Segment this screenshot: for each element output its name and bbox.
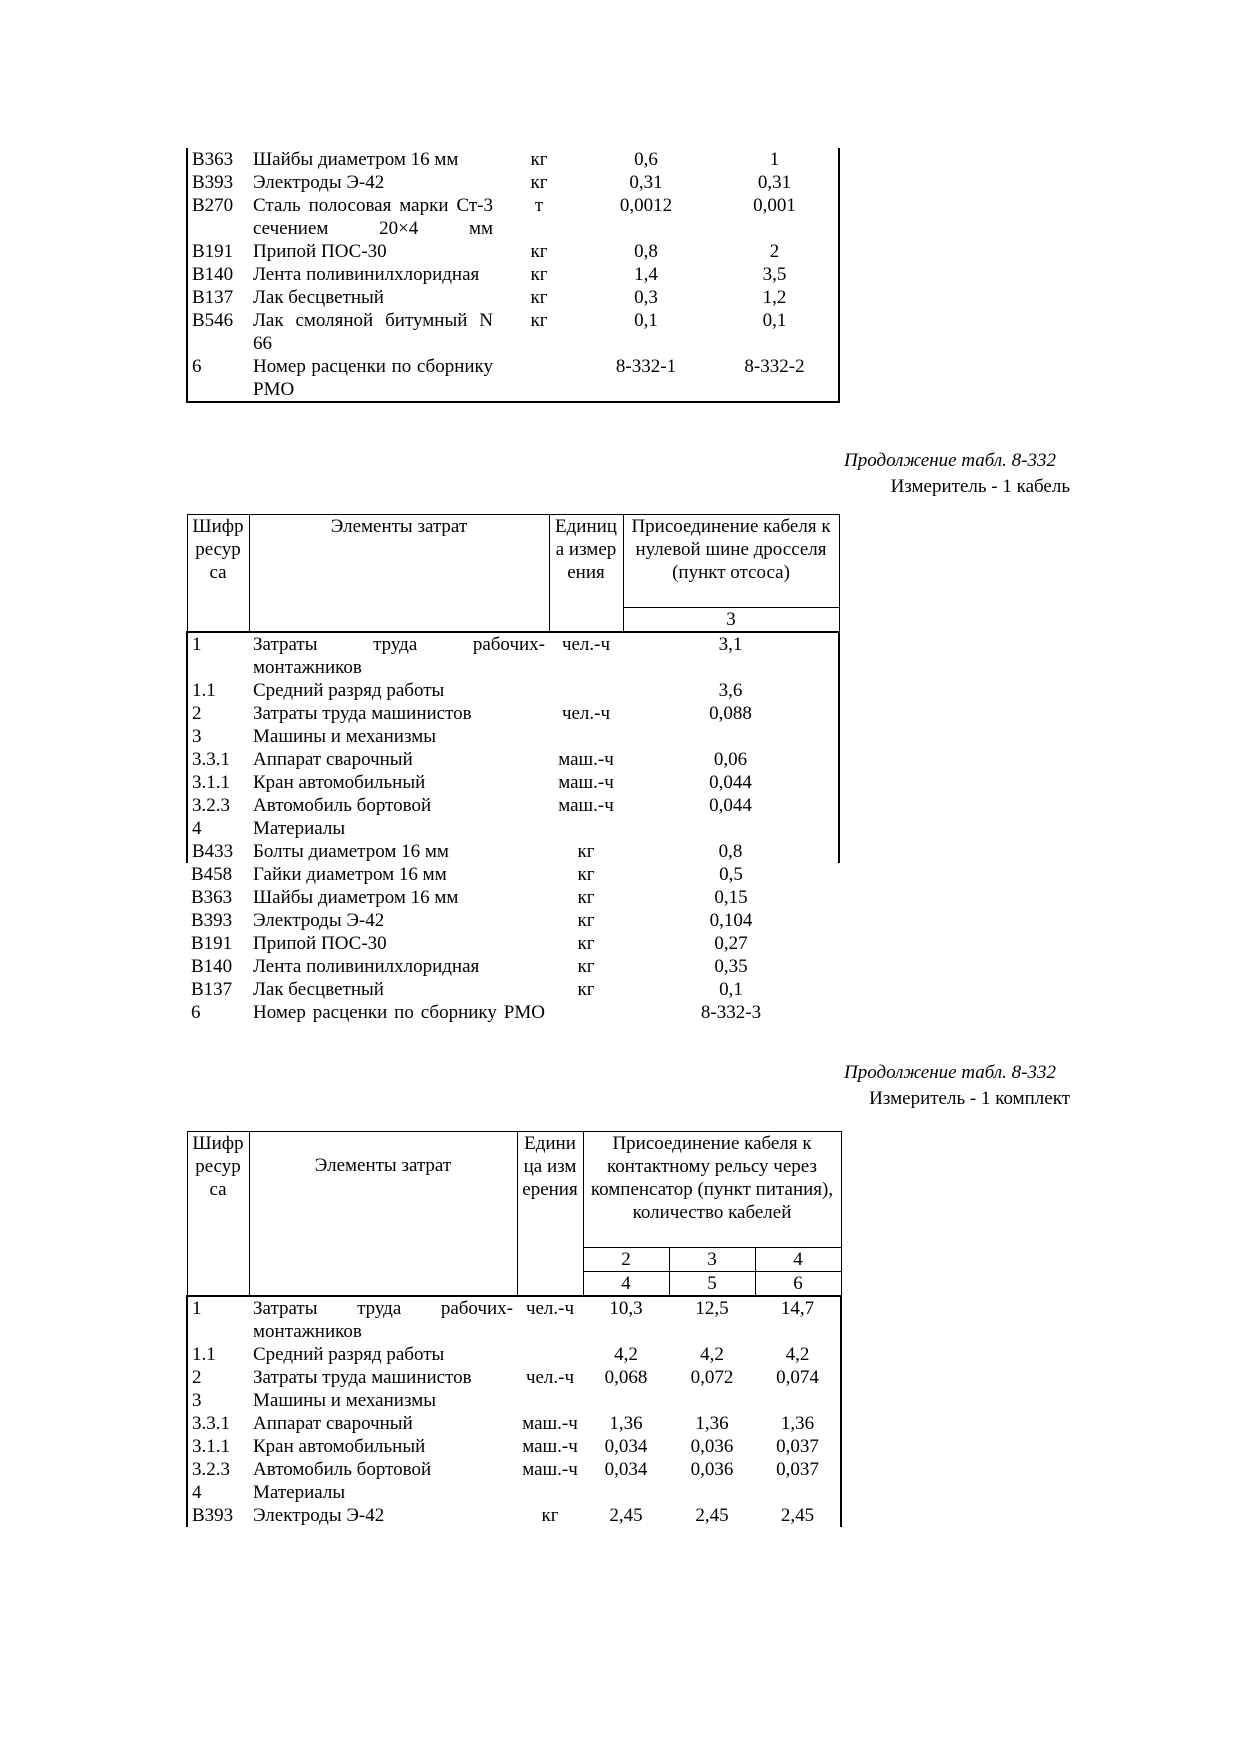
unit: кг — [530, 287, 548, 308]
table-row — [187, 1389, 841, 1412]
header-unit: Единица измерения — [549, 515, 623, 633]
value-col-2: 0,036 — [690, 1436, 734, 1457]
value-col-1: 8-332-1 — [581, 355, 711, 402]
value-col-1: 1,4 — [634, 264, 658, 285]
value-col-3: 0,037 — [755, 1435, 841, 1458]
value: 0,5 — [719, 864, 743, 885]
value — [623, 725, 839, 748]
table-3-caption-title: Продолжение табл. 8-332 — [843, 1062, 1056, 1083]
value-col-3 — [755, 1481, 841, 1504]
cost-element: Машины и механизмы — [253, 726, 436, 747]
table-row — [187, 1435, 841, 1458]
value-col-1: 0,0012 — [619, 195, 673, 216]
header-cable-count: 4 — [755, 1248, 841, 1272]
table-row — [187, 909, 839, 932]
cost-element: Лента поливинилхлоридная — [253, 956, 480, 977]
value: 0,06 — [623, 748, 839, 771]
value-col-2: 3,5 — [711, 263, 839, 286]
resource-code: В140 — [191, 956, 233, 977]
resource-code: В546 — [187, 309, 249, 355]
unit: кг — [530, 241, 548, 262]
cost-element: Лента поливинилхлоридная — [253, 264, 480, 285]
unit: кг — [577, 956, 595, 977]
table-row — [187, 194, 839, 240]
value-col-1: 0,31 — [629, 172, 663, 193]
value-col-2: 12,5 — [669, 1296, 755, 1343]
cost-element: Номер расценки по сборнику РМО — [249, 355, 497, 402]
resource-code: В363 — [191, 887, 233, 908]
unit — [549, 817, 623, 840]
table-row — [187, 1296, 841, 1343]
cost-element: Болты диаметром 16 мм — [253, 841, 449, 862]
table-row — [187, 309, 839, 355]
header-name: Элементы затрат — [249, 1132, 517, 1297]
resource-code: 3 — [187, 1389, 249, 1412]
table-row — [187, 840, 839, 863]
cost-element: Автомобиль бортовой — [253, 1459, 432, 1480]
value: 0,044 — [623, 794, 839, 817]
value-col-3: 0,074 — [755, 1366, 841, 1389]
resource-code: 3.1.1 — [187, 771, 249, 794]
unit: чел.-ч — [525, 1367, 575, 1388]
cost-element: Материалы — [253, 818, 346, 839]
value: 0,27 — [714, 933, 748, 954]
header-code: Шифр ресурса — [187, 1132, 249, 1297]
value-col-3: 14,7 — [755, 1296, 841, 1343]
resource-code: 2 — [187, 702, 249, 725]
value: 0,35 — [714, 956, 748, 977]
header-column-number: 3 — [623, 608, 839, 633]
cost-element: Затраты труда рабочих-монтажников — [249, 632, 549, 679]
table-row — [187, 171, 839, 194]
unit: чел.-ч — [517, 1296, 583, 1343]
resource-code: В191 — [191, 933, 233, 954]
cost-element: Затраты труда машинистов — [253, 1367, 472, 1388]
unit: чел.-ч — [549, 632, 623, 679]
table-row — [187, 748, 839, 771]
value — [623, 817, 839, 840]
value-col-3: 1,36 — [755, 1412, 841, 1435]
value-col-2 — [669, 1481, 755, 1504]
resource-code: В191 — [187, 240, 249, 263]
value-col-1 — [583, 1389, 669, 1412]
value-col-3 — [755, 1389, 841, 1412]
table-row — [187, 932, 839, 955]
header-code: Шифр ресурса — [187, 515, 249, 633]
cost-element: Кран автомобильный — [253, 1436, 426, 1457]
cost-element: Шайбы диаметром 16 мм — [253, 149, 459, 170]
resource-code: В137 — [187, 286, 249, 309]
header-column-number: 4 — [583, 1272, 669, 1297]
resource-code: В393 — [187, 1504, 249, 1527]
cost-element: Аппарат сварочный — [253, 1413, 413, 1434]
resource-code: 3.2.3 — [187, 794, 249, 817]
header-column-number: 5 — [669, 1272, 755, 1297]
value-col-2: 0,31 — [711, 171, 839, 194]
cost-element: Затраты труда машинистов — [253, 703, 472, 724]
cost-element: Автомобиль бортовой — [253, 795, 432, 816]
value-col-2: 4,2 — [700, 1344, 724, 1365]
cost-element: Лак смоляной битумный N 66 — [253, 310, 493, 354]
value-col-3: 0,037 — [755, 1458, 841, 1481]
resource-code: В270 — [187, 194, 249, 240]
value-col-2 — [669, 1389, 755, 1412]
resource-code: В393 — [191, 910, 233, 931]
value-col-1: 0,6 — [634, 149, 658, 170]
table-row — [187, 240, 839, 263]
cost-element: Припой ПОС-30 — [253, 933, 387, 954]
value-col-1: 0,3 — [634, 287, 658, 308]
header-cable-count: 2 — [583, 1248, 669, 1272]
table-row — [187, 1343, 841, 1366]
resource-code: 6 — [187, 355, 249, 402]
value-col-2: 0,072 — [690, 1367, 734, 1388]
unit — [549, 1001, 623, 1024]
table-row — [187, 286, 839, 309]
value: 0,044 — [623, 771, 839, 794]
value-col-2: 1,2 — [711, 286, 839, 309]
table-row — [187, 679, 839, 702]
header-name: Элементы затрат — [249, 515, 549, 633]
unit: кг — [541, 1505, 559, 1526]
resource-code: 3 — [187, 725, 249, 748]
value-col-1: 0,034 — [604, 1459, 648, 1480]
table-row — [187, 817, 839, 840]
table-row — [187, 886, 839, 909]
cost-element: Материалы — [253, 1482, 346, 1503]
resource-code: В137 — [191, 979, 233, 1000]
table-row — [187, 863, 839, 886]
table-row — [187, 632, 839, 679]
value-col-1: 0,8 — [634, 241, 658, 262]
table-row — [187, 1001, 839, 1024]
value: 0,8 — [623, 840, 839, 863]
value-col-2: 2 — [711, 240, 839, 263]
cost-element: Электроды Э-42 — [253, 1505, 385, 1526]
table-row — [187, 263, 839, 286]
table-2-measure: Измеритель - 1 кабель — [890, 476, 1070, 497]
unit: кг — [577, 979, 595, 1000]
value-col-1: 1,36 — [609, 1413, 643, 1434]
unit: маш.-ч — [522, 1459, 578, 1480]
table-row — [187, 1412, 841, 1435]
cost-element: Машины и механизмы — [253, 1390, 436, 1411]
unit: кг — [577, 841, 595, 862]
value: 8-332-3 — [700, 1002, 762, 1023]
table-1 — [186, 148, 840, 403]
unit — [549, 725, 623, 748]
value: 0,1 — [719, 979, 743, 1000]
header-cable-count: 3 — [669, 1248, 755, 1272]
resource-code: 6 — [191, 1002, 201, 1023]
value-col-2: 0,1 — [711, 309, 839, 355]
unit — [497, 355, 581, 402]
unit: маш.-ч — [558, 795, 614, 816]
unit: маш.-ч — [558, 772, 614, 793]
table-row — [187, 978, 839, 1001]
value-col-1 — [583, 1481, 669, 1504]
header-column-title: Присоединение кабеля к контактному рельсу через компенсатор (пункт питания), количество кабелей — [583, 1132, 841, 1248]
unit: маш.-ч — [522, 1436, 578, 1457]
cost-element: Электроды Э-42 — [253, 172, 385, 193]
unit: маш.-ч — [522, 1413, 578, 1434]
cost-element: Затраты труда рабочих-монтажников — [249, 1296, 517, 1343]
table-row — [187, 702, 839, 725]
cost-element: Лак бесцветный — [253, 979, 384, 1000]
value-col-2: 1 — [711, 148, 839, 171]
cost-element: Электроды Э-42 — [253, 910, 385, 931]
value: 0,088 — [623, 702, 839, 725]
unit: кг — [577, 864, 595, 885]
unit: кг — [577, 933, 595, 954]
cost-element: Шайбы диаметром 16 мм — [253, 887, 459, 908]
header-column-title: Присоединение кабеля к нулевой шине дросселя (пункт отсоса) — [623, 515, 839, 608]
table-3 — [186, 1131, 842, 1527]
table-2-caption-title: Продолжение табл. 8-332 — [843, 450, 1056, 471]
resource-code: 3.3.1 — [187, 748, 249, 771]
unit — [549, 679, 623, 702]
value-col-1: 0,1 — [634, 310, 658, 331]
cost-element: Сталь полосовая марки Ст-3 сечением 20×4 мм — [253, 195, 493, 239]
table-row — [187, 794, 839, 817]
value-col-2: 0,036 — [690, 1459, 734, 1480]
table-row — [187, 148, 839, 171]
unit: кг — [530, 149, 548, 170]
resource-code: 1 — [187, 632, 249, 679]
value-col-2: 8-332-2 — [711, 355, 839, 402]
resource-code: В458 — [191, 864, 233, 885]
unit: кг — [530, 264, 548, 285]
value: 0,15 — [714, 887, 748, 908]
resource-code: В140 — [187, 263, 249, 286]
unit — [517, 1343, 583, 1366]
value-col-1: 4,2 — [614, 1344, 638, 1365]
cost-element: Номер расценки по сборнику РМО — [253, 1002, 545, 1023]
unit: кг — [530, 310, 548, 331]
value-col-3: 4,2 — [755, 1343, 841, 1366]
cost-element: Средний разряд работы — [253, 1344, 445, 1365]
cost-element: Лак бесцветный — [253, 287, 384, 308]
unit: маш.-ч — [558, 749, 614, 770]
unit: кг — [530, 172, 548, 193]
value-col-3: 2,45 — [755, 1504, 841, 1527]
resource-code: В363 — [187, 148, 249, 171]
resource-code: 1.1 — [187, 679, 249, 702]
table-3-measure: Измеритель - 1 комплект — [869, 1088, 1070, 1109]
header-column-number: 6 — [755, 1272, 841, 1297]
value: 0,104 — [709, 910, 753, 931]
value-col-1: 10,3 — [583, 1296, 669, 1343]
resource-code: 1.1 — [187, 1343, 249, 1366]
value: 3,6 — [623, 679, 839, 702]
unit: чел.-ч — [561, 703, 611, 724]
table-row — [187, 771, 839, 794]
table-row — [187, 355, 839, 402]
table-2 — [186, 514, 840, 1024]
value-col-1: 0,034 — [604, 1436, 648, 1457]
value-col-1: 2,45 — [609, 1505, 643, 1526]
resource-code: 1 — [187, 1296, 249, 1343]
header-unit: Единица измерения — [517, 1132, 583, 1297]
value: 3,1 — [623, 632, 839, 679]
unit — [517, 1481, 583, 1504]
cost-element: Кран автомобильный — [253, 772, 426, 793]
table-row — [187, 725, 839, 748]
value-col-2: 2,45 — [695, 1505, 729, 1526]
value-col-1: 0,068 — [604, 1367, 648, 1388]
table-row — [187, 1481, 841, 1504]
resource-code: 3.2.3 — [187, 1458, 249, 1481]
unit: т — [534, 195, 544, 216]
resource-code: 4 — [187, 1481, 249, 1504]
value-col-2: 0,001 — [711, 194, 839, 240]
cost-element: Аппарат сварочный — [253, 749, 413, 770]
resource-code: В393 — [187, 171, 249, 194]
table-row — [187, 1366, 841, 1389]
value-col-2: 1,36 — [695, 1413, 729, 1434]
unit: кг — [577, 887, 595, 908]
resource-code: 2 — [187, 1366, 249, 1389]
unit: кг — [577, 910, 595, 931]
resource-code: В433 — [187, 840, 249, 863]
table-row — [187, 1458, 841, 1481]
cost-element: Средний разряд работы — [253, 680, 445, 701]
cost-element: Припой ПОС-30 — [253, 241, 387, 262]
resource-code: 3.1.1 — [187, 1435, 249, 1458]
cost-element: Гайки диаметром 16 мм — [253, 864, 447, 885]
unit — [517, 1389, 583, 1412]
table-row — [187, 955, 839, 978]
table-row — [187, 1504, 841, 1527]
resource-code: 4 — [187, 817, 249, 840]
resource-code: 3.3.1 — [187, 1412, 249, 1435]
